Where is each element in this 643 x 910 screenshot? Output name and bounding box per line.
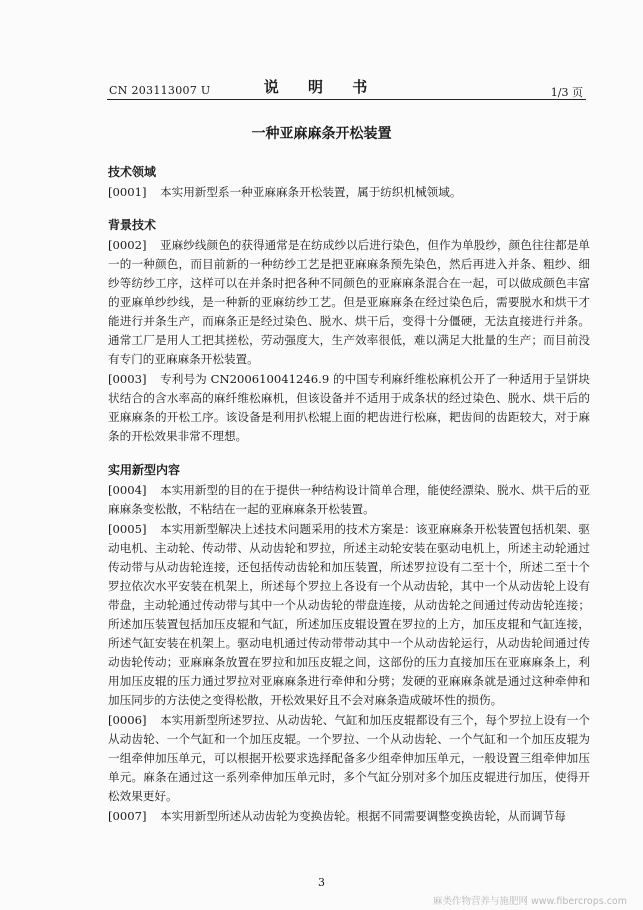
paragraph-text: 本实用新型的目的在于提供一种结构设计简单合理，能使经漂染、脱水、烘干后的亚麻麻条变松散，不粘结在一起的亚麻麻条开松装置。 <box>108 483 590 516</box>
paragraph-id: [0005] <box>108 522 147 536</box>
paragraph-text: 本实用新型所述罗拉、从动齿轮、气缸和加压皮辊都设有三个，每个罗拉上设有一个从动齿轮、一个气缸和一个加压皮辊。一个罗拉、一个从动齿轮、一个气缸和一个加压皮辊为一组牵伸加压单元，可以根据开松要求选择配备多少组牵伸加压单元，一般设置三组牵伸加压单元。麻条在通过这一系列牵伸加压单元时，多个气缸分别对多个加压皮辊进行加压，使得开松效果更好。 <box>108 713 590 803</box>
paragraph-id: [0003] <box>108 372 147 386</box>
document-title: 一种亚麻麻条开松装置 <box>251 126 392 142</box>
paragraph-0002 <box>108 236 590 369</box>
paragraph-text: 本实用新型系一种亚麻麻条开松装置，属于纺织机械领域。 <box>160 185 462 199</box>
paragraph-id: [0002] <box>108 238 147 252</box>
paragraph-0001 <box>108 183 590 202</box>
paragraph-0005 <box>108 520 590 710</box>
section-heading: 实用新型内容 <box>108 463 181 477</box>
paragraph-text: 亚麻纱线颜色的获得通常是在纺成纱以后进行染色，但作为单股纱，颜色往往都是单一的一种颜色，而目前新的一种纺纱工艺是把亚麻麻条预先染色，然后再进入并条、粗纱、细纱等纺纱工序，这样可以在并条时把各种不同颜色的亚麻麻条混合在一起，可以做成颜色丰富的亚麻单纱纱线，是一种新的亚麻纺纱工艺。但是亚麻麻条在经过染色后，需要脱水和烘干才能进行并条生产，而麻条正是经过染色、脱水、烘干后，变得十分僵硬，无法直接进行并条。通常工厂是用人工把其搓松，劳动强度大，生产效率很低，难以满足大批量的生产；而目前没有专门的亚麻麻条开松装置。 <box>108 238 590 366</box>
section-heading: 背景技术 <box>108 218 157 232</box>
paragraph-id: [0001] <box>108 185 147 199</box>
paragraph-text: 本实用新型所述从动齿轮为变换齿轮。根据不同需要调整变换齿轮，从而调节每 <box>160 809 566 823</box>
page-number: 3 <box>318 876 325 889</box>
section-utility-content <box>108 461 590 826</box>
section-heading: 技术领域 <box>108 165 157 179</box>
paragraph-text: 本实用新型解决上述技术问题采用的技术方案是：该亚麻麻条开松装置包括机架、驱动电机、主动轮、传动带、从动齿轮和罗拉，所述主动轮安装在驱动电机上，所述主动轮通过传动带与从动齿轮连接，还包括传动齿轮和加压装置，所述罗拉设有二至十个，所述二至十个罗拉依次水平安装在机架上，所述每个罗拉上各设有一个从动齿轮，其中一个从动齿轮上设有带盘，主动轮通过传动带与其中一个从动齿轮的带盘连接，从动齿轮之间通过传动齿轮连接；所述加压装置包括加压皮辊和气缸，所述加压皮辊设置在罗拉的上方，加压皮辊和气缸连接，所述气缸安装在机架上。驱动电机通过传动带带动其中一个从动齿轮运行，从动齿轮间通过传动齿轮传动；亚麻麻条放置在罗拉和加压皮辊之间，这部份的压力直接加压在亚麻麻条上，利用加压皮辊的压力通过罗拉对亚麻麻条进行牵伸和分劈；发硬的亚麻麻条就是通过这种牵伸和加压同步的方法使之变得松散，开松效果好且不会对麻条造成破坏性的损伤。 <box>108 522 590 707</box>
page-header <box>0 0 643 100</box>
paragraph-0007 <box>108 807 590 826</box>
paragraph-id: [0004] <box>108 483 147 497</box>
section-background <box>108 216 590 446</box>
paragraph-0004 <box>108 481 590 519</box>
document-type: 说 明 书 <box>263 78 380 96</box>
paragraph-0003 <box>108 370 590 446</box>
document-body <box>108 163 590 827</box>
paragraph-id: [0007] <box>108 809 147 823</box>
header-rule <box>107 99 586 100</box>
watermark-text: 麻类作物营养与施肥网 www.fibercrops.com <box>432 896 627 907</box>
paragraph-0006 <box>108 711 590 806</box>
paragraph-id: [0006] <box>108 713 147 727</box>
section-technical-field <box>108 163 590 202</box>
patent-number: CN 203113007 U <box>109 84 211 97</box>
paragraph-text: 专利号为 CN200610041246.9 的中国专利麻纤维松麻机公开了一种适用于呈饼块状结合的含水率高的麻纤维松麻机，但该设备并不适用于成条状的经过染色、脱水、烘干后的亚麻麻条的开松工序。该设备是利用扒松辊上面的耙齿进行松麻，耙齿间的齿距较大，对于麻条的开松效果非常不理想。 <box>108 372 590 443</box>
page-count: 1/3 页 <box>550 86 583 99</box>
